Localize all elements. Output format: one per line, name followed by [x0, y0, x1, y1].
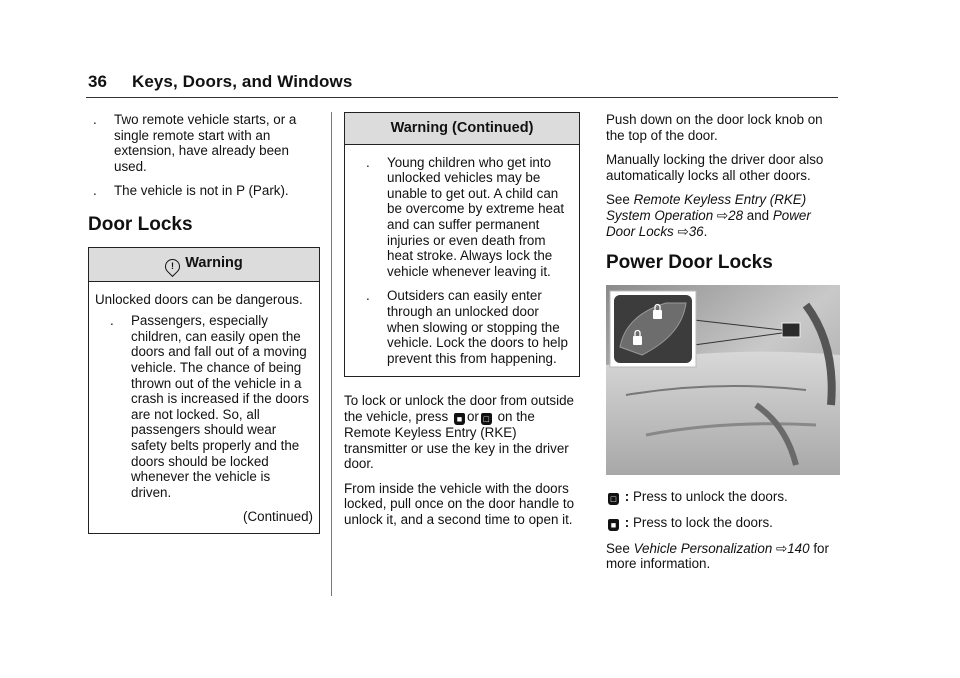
lock-icon: ■ [454, 413, 465, 425]
warning-icon: ! [162, 255, 183, 276]
page-section-title: Keys, Doors, and Windows [131, 72, 353, 91]
paragraph-manual-lock: Manually locking the driver door also automatically locks all other doors. [606, 152, 824, 183]
column-3 [606, 112, 840, 581]
page-number: 36 [88, 72, 108, 91]
warning-box-continued [344, 112, 580, 377]
list-item: . Outsiders can easily enter through an unlocked door when slowing or stopping the vehicle. Lock the doors to help prevent this from happening. [366, 288, 568, 366]
paragraph-lock-outside: To lock or unlock the door from outside the vehicle, press ■ or □ on the Remote Keyless Entry (RKE) transmitter or use the key in the driver door. [344, 393, 574, 472]
list-item: . Two remote vehicle starts, or a single remote start with an extension, have already been used. [93, 112, 297, 174]
lock-icon: ■ [608, 519, 619, 531]
warning-box-title: Warning (Continued) [345, 113, 579, 145]
list-item: . Young children who get into unlocked vehicles may be unable to get out. A child can be overcome by extreme heat and can suffer permanent injuries or even death from heat stroke. Always lock the vehicle whenever leaving it. [366, 154, 565, 279]
column-divider [331, 112, 332, 596]
section-heading-door-locks: Door Locks [88, 213, 193, 235]
section-heading-power-door-locks: Power Door Locks [606, 252, 773, 274]
column-1 [88, 112, 320, 534]
page-ref-arrow-icon: ⇨ [776, 540, 788, 556]
paragraph-push-knob: Push down on the door lock knob on the top of the door. [606, 112, 823, 143]
page-ref-arrow-icon: ⇨ [716, 207, 729, 223]
list-item: . Passengers, especially children, can easily open the doors and fall out of a moving vehicle. The chance of being thrown out of the vehicle in a crash is increased if the doors are not locked. So, all passengers should wear safety belts properly and the doors should be locked whenever the vehicle is driven. [110, 313, 309, 500]
warning-intro: Unlocked doors can be dangerous. [95, 291, 303, 307]
warning-box [88, 247, 320, 534]
page-ref-arrow-icon: ⇨ [677, 223, 689, 239]
header-rule [86, 97, 838, 98]
see-also-reference: See Remote Keyless Entry (RKE) System Operation ⇨28 and Power Door Locks ⇨36. [606, 192, 811, 239]
unlock-icon: □ [481, 413, 492, 425]
see-also-personalization: See Vehicle Personalization ⇨140 for more information. [606, 540, 829, 572]
column-2 [344, 112, 580, 536]
page-header [88, 72, 352, 92]
unlock-icon: □ [608, 493, 619, 505]
continued-label: (Continued) [243, 509, 313, 525]
list-item: . The vehicle is not in P (Park). [93, 183, 289, 199]
lock-button-label: ■ : Press to lock the doors. [606, 515, 840, 531]
paragraph-unlock-inside: From inside the vehicle with the doors locked, pull once on the door handle to unlock it, and a second time to open it. [344, 480, 575, 527]
door-lock-switch-photo [606, 285, 840, 475]
unlock-button-label: □ : Press to unlock the doors. [606, 489, 840, 505]
warning-box-title: ! Warning [89, 248, 319, 282]
